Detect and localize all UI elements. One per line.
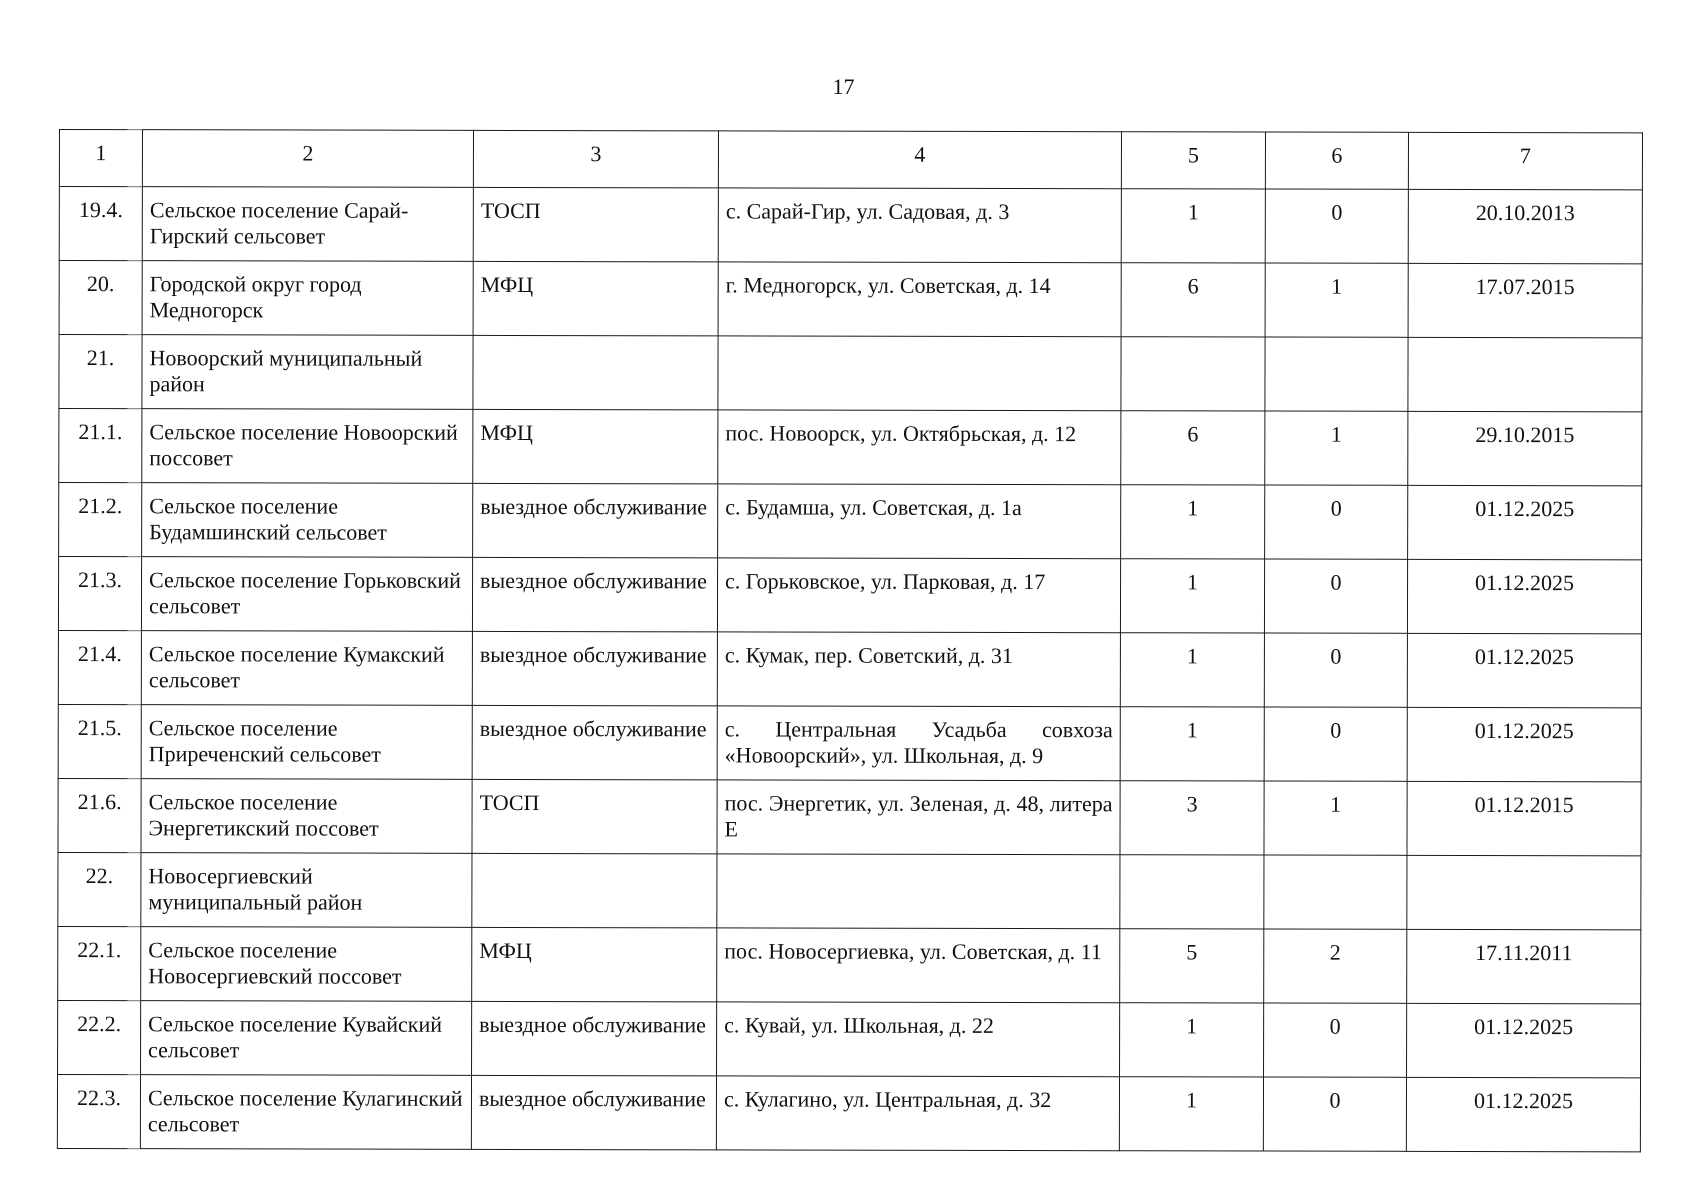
column-6-cell: 0 — [1264, 633, 1407, 707]
column-5-cell: 1 — [1120, 633, 1264, 707]
service-type-cell: ТОСП — [472, 779, 717, 854]
address-cell: с. Будамша, ул. Советская, д. 1а — [718, 484, 1121, 559]
row-number-cell: 21. — [59, 335, 142, 409]
header-cell-2: 2 — [142, 130, 473, 188]
address-cell: пос. Новосергиевка, ул. Советская, д. 11 — [717, 928, 1120, 1003]
table-row — [59, 261, 1642, 338]
date-cell: 01.12.2025 — [1407, 707, 1641, 781]
row-number-cell: 21.2. — [59, 483, 142, 557]
column-5-cell: 6 — [1121, 263, 1265, 337]
table-row — [58, 704, 1641, 781]
column-6-cell: 0 — [1265, 189, 1408, 263]
header-cell-6: 6 — [1265, 132, 1408, 189]
header-cell-1: 1 — [59, 130, 142, 187]
service-type-cell — [472, 853, 717, 928]
column-6-cell: 0 — [1264, 707, 1407, 781]
row-number-cell: 21.5. — [58, 704, 141, 778]
date-cell: 01.12.2025 — [1407, 559, 1641, 633]
row-number-cell: 22.2. — [58, 1000, 141, 1074]
header-cell-4: 4 — [718, 131, 1121, 189]
row-number-cell: 20. — [59, 261, 142, 335]
service-type-cell: выездное обслуживание — [472, 705, 717, 780]
address-cell: с. Кумак, пер. Советский, д. 31 — [717, 632, 1120, 707]
row-number-cell: 22. — [58, 852, 141, 926]
table-row — [58, 1000, 1641, 1077]
table-row — [58, 630, 1641, 707]
municipality-cell: Сельское поселение Новосергиевский поссовет — [141, 927, 472, 1002]
header-cell-3: 3 — [473, 130, 718, 188]
column-5-cell: 1 — [1119, 1077, 1263, 1151]
column-6-cell: 0 — [1264, 559, 1407, 633]
column-5-cell: 1 — [1121, 485, 1265, 559]
row-number-cell: 21.4. — [58, 630, 141, 704]
municipality-cell: Сельское поселение Кулагинский сельсовет — [140, 1075, 471, 1150]
table-row — [59, 483, 1642, 560]
service-type-cell: выездное обслуживание — [473, 483, 718, 558]
table-row — [59, 409, 1642, 486]
column-6-cell: 0 — [1263, 1077, 1406, 1151]
column-5-cell: 1 — [1120, 1003, 1264, 1077]
header-row — [59, 130, 1642, 190]
date-cell — [1407, 855, 1641, 929]
date-cell: 17.11.2011 — [1407, 929, 1641, 1003]
municipality-cell: Сельское поселение Энергетикский поссовет — [141, 779, 472, 854]
address-cell — [718, 336, 1121, 411]
column-6-cell: 1 — [1265, 411, 1408, 485]
header-cell-5: 5 — [1121, 132, 1265, 189]
row-number-cell: 21.1. — [59, 409, 142, 483]
date-cell: 01.12.2025 — [1407, 1003, 1641, 1077]
municipality-cell: Сельское поселение Кумакский сельсовет — [141, 631, 472, 706]
table-row — [58, 926, 1641, 1003]
date-cell — [1408, 337, 1642, 411]
address-cell: г. Медногорск, ул. Советская, д. 14 — [718, 262, 1121, 337]
address-cell: с. Горьковское, ул. Парковая, д. 17 — [717, 558, 1120, 633]
service-type-cell: выездное обслуживание — [472, 1001, 717, 1076]
municipality-cell: Сельское поселение Будамшинский сельсовет — [142, 483, 473, 558]
municipality-cell: Сельское поселение Приреченский сельсовет — [141, 705, 472, 780]
date-cell: 20.10.2013 — [1408, 189, 1642, 263]
address-cell: пос. Энергетик, ул. Зеленая, д. 48, литера Е — [717, 780, 1120, 855]
address-cell: с. Кулагино, ул. Центральная, д. 32 — [716, 1076, 1119, 1151]
registry-table — [57, 129, 1643, 1152]
address-cell — [717, 854, 1120, 929]
page-number: 17 — [832, 74, 855, 99]
table-row — [58, 557, 1641, 634]
service-type-cell: выездное обслуживание — [472, 631, 717, 706]
address-cell: с. Центральная Усадьба совхоза «Новоорский», ул. Школьная, д. 9 — [717, 706, 1120, 781]
municipality-cell: Сельское поселение Горьковский сельсовет — [141, 557, 472, 632]
header-cell-7: 7 — [1408, 132, 1642, 189]
column-5-cell: 3 — [1120, 781, 1264, 855]
table-body — [57, 130, 1642, 1152]
column-6-cell: 0 — [1264, 1003, 1407, 1077]
date-cell: 01.12.2025 — [1406, 1077, 1640, 1151]
municipality-cell: Сельское поселение Новоорский поссовет — [142, 409, 473, 484]
municipality-cell: Городской округ город Медногорск — [142, 261, 473, 336]
date-cell: 17.07.2015 — [1408, 263, 1642, 337]
service-type-cell: выездное обслуживание — [471, 1075, 716, 1150]
column-5-cell — [1120, 855, 1264, 929]
address-cell: пос. Новоорск, ул. Октябрьская, д. 12 — [718, 410, 1121, 485]
address-cell: с. Сарай-Гир, ул. Садовая, д. 3 — [718, 188, 1121, 263]
municipality-cell: Сельское поселение Кувайский сельсовет — [141, 1001, 472, 1076]
column-5-cell: 1 — [1121, 189, 1265, 263]
row-number-cell: 21.6. — [58, 778, 141, 852]
column-6-cell: 0 — [1265, 485, 1408, 559]
service-type-cell: ТОСП — [473, 187, 718, 262]
column-6-cell — [1265, 337, 1408, 411]
row-number-cell: 19.4. — [59, 187, 142, 261]
column-6-cell — [1264, 855, 1407, 929]
date-cell: 01.12.2025 — [1407, 633, 1641, 707]
column-6-cell: 2 — [1264, 929, 1407, 1003]
service-type-cell: выездное обслуживание — [472, 557, 717, 632]
row-number-cell: 21.3. — [58, 557, 141, 631]
column-6-cell: 1 — [1265, 263, 1408, 337]
service-type-cell — [473, 335, 718, 410]
column-5-cell: 1 — [1120, 559, 1264, 633]
date-cell: 01.12.2015 — [1407, 781, 1641, 855]
service-type-cell: МФЦ — [473, 261, 718, 336]
column-5-cell: 6 — [1121, 411, 1265, 485]
column-5-cell: 1 — [1120, 707, 1264, 781]
row-number-cell: 22.1. — [58, 926, 141, 1000]
service-type-cell: МФЦ — [472, 927, 717, 1002]
table-row — [58, 778, 1641, 855]
municipality-cell: Сельское поселение Сарай-Гирский сельсовет — [142, 187, 473, 262]
table-row — [57, 1074, 1640, 1151]
table-row — [59, 335, 1642, 412]
column-6-cell: 1 — [1264, 781, 1407, 855]
municipality-cell: Новоорский муниципальный район — [142, 335, 473, 410]
service-type-cell: МФЦ — [473, 409, 718, 484]
column-5-cell: 5 — [1120, 929, 1264, 1003]
date-cell: 01.12.2025 — [1408, 485, 1642, 559]
row-number-cell: 22.3. — [57, 1074, 140, 1148]
table-row — [58, 852, 1641, 929]
table-row — [59, 187, 1642, 264]
address-cell: с. Кувай, ул. Школьная, д. 22 — [717, 1002, 1120, 1077]
column-5-cell — [1121, 337, 1265, 411]
municipality-cell: Новосергиевский муниципальный район — [141, 853, 472, 928]
date-cell: 29.10.2015 — [1408, 411, 1642, 485]
